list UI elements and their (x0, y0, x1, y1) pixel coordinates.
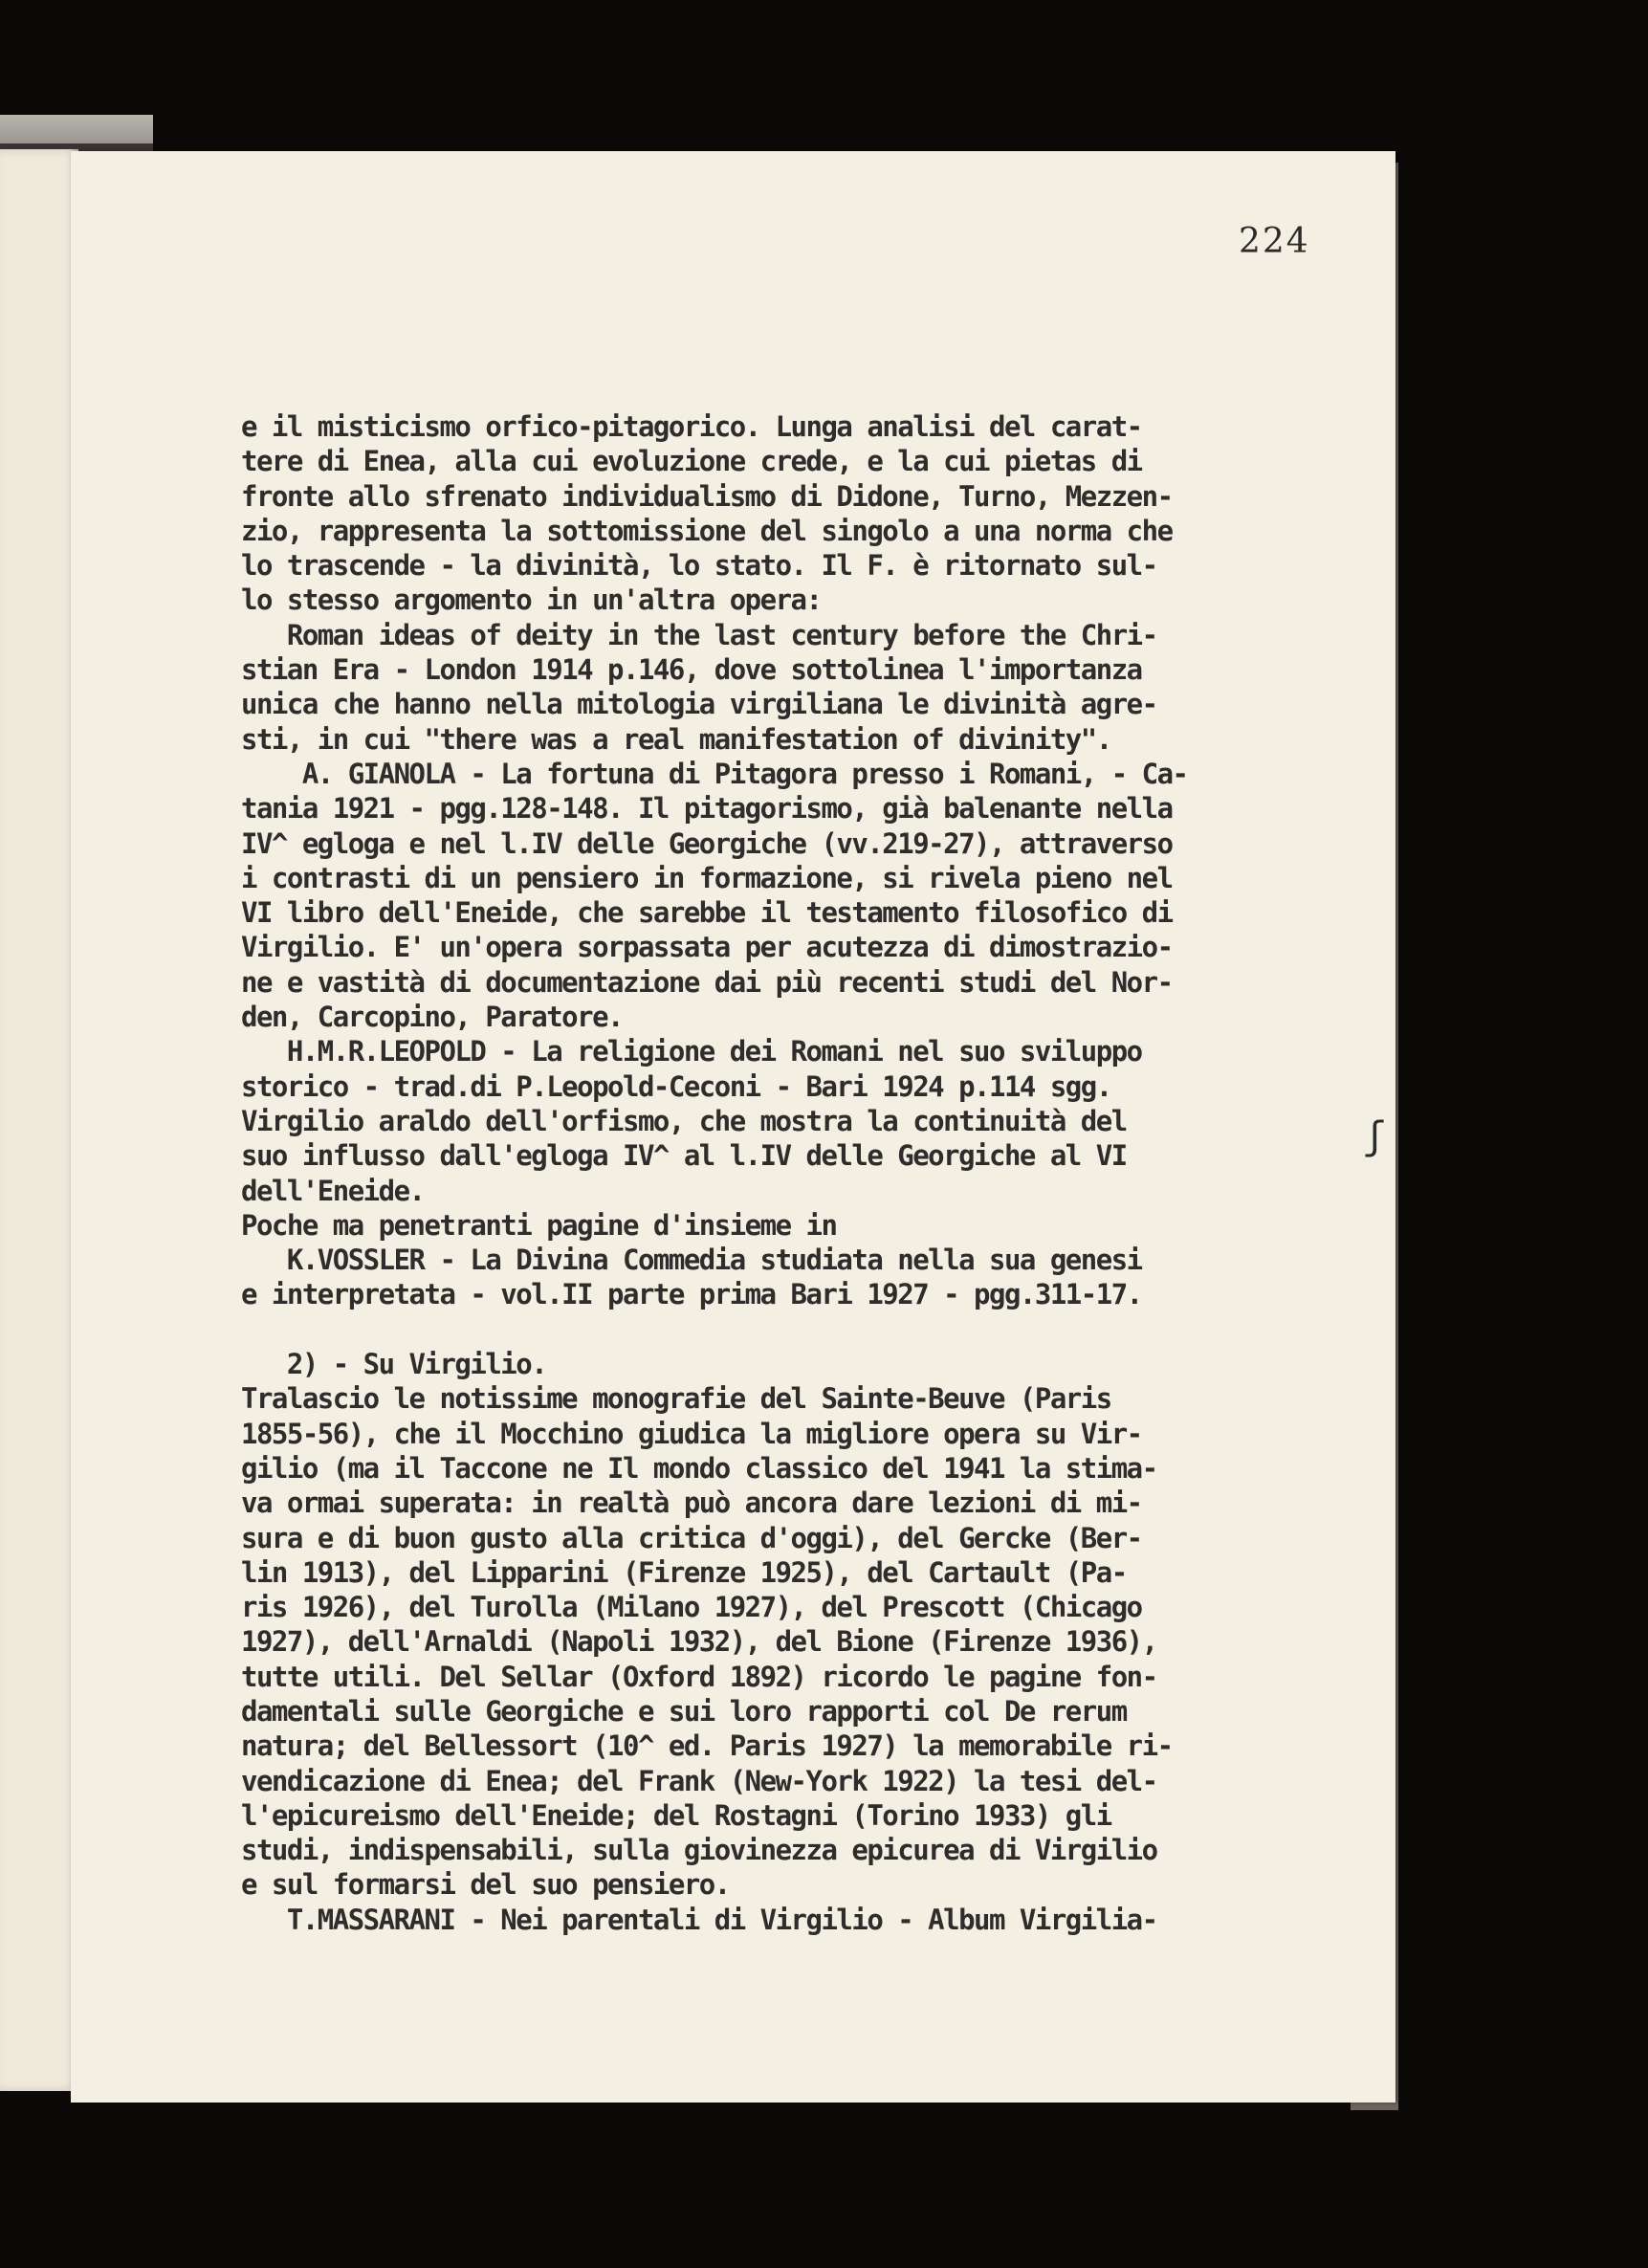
text-line: unica che hanno nella mitologia virgiliana le divinità agre- (241, 688, 1157, 721)
text-line: e interpretata - vol.II parte prima Bari 1927 - pgg.311-17. (241, 1278, 1142, 1311)
text-line: sti, in cui "there was a real manifestation of divinity". (241, 722, 1111, 756)
text-line: suo influsso dall'egloga IV^ al l.IV delle Georgiche al VI (241, 1139, 1127, 1173)
text-line: storico - trad.di P.Leopold-Ceconi - Bari 1924 p.114 sgg. (241, 1069, 1111, 1103)
text-line: K.VOSSLER - La Divina Commedia studiata nella sua genesi (241, 1244, 1142, 1277)
text-line: H.M.R.LEOPOLD - La religione dei Romani nel suo sviluppo (241, 1035, 1142, 1068)
text-line: damentali sulle Georgiche e sui loro rapporti col De rerum (241, 1694, 1127, 1728)
text-line: Virgilio. E' un'opera sorpassata per acutezza di dimostrazio- (241, 931, 1173, 964)
text-line: A. GIANOLA - La fortuna di Pitagora presso i Romani, - Ca- (241, 757, 1188, 790)
text-line: Tralascio le notissime monografie del Sainte-Beuve (Paris (241, 1382, 1111, 1416)
text-line: Poche ma penetranti pagine d'insieme in (241, 1208, 837, 1242)
text-line: vendicazione di Enea; del Frank (New-York 1922) la tesi del- (241, 1764, 1157, 1797)
text-line: fronte allo sfrenato individualismo di Didone, Turno, Mezzen- (241, 479, 1173, 513)
text-line: l'epicureismo dell'Eneide; del Rostagni (Torino 1933) gli (241, 1798, 1111, 1832)
text-line: natura; del Bellessort (10^ ed. Paris 1927) la memorabile ri- (241, 1729, 1173, 1763)
text-line: sura e di buon gusto alla critica d'oggi), del Gercke (Ber- (241, 1521, 1142, 1554)
text-line: 1927), dell'Arnaldi (Napoli 1932), del Bione (Firenze 1936), (241, 1625, 1157, 1659)
text-line: VI libro dell'Eneide, che sarebbe il testamento filosofico di (241, 896, 1173, 930)
text-line (241, 1312, 1351, 1347)
text-line: e il misticismo orfico-pitagorico. Lunga analisi del carat- (241, 410, 1142, 443)
text-line: lo trascende - la divinità, lo stato. Il F. è ritornato sul- (241, 549, 1157, 583)
text-line: lin 1913), del Lipparini (Firenze 1925), del Cartault (Pa- (241, 1555, 1127, 1589)
text-line: T.MASSARANI - Nei parentali di Virgilio - Album Virgilia- (241, 1903, 1157, 1936)
text-line: e sul formarsi del suo pensiero. (241, 1868, 730, 1902)
text-line: lo stesso argomento in un'altra opera: (241, 584, 822, 617)
page-number: 224 (1239, 222, 1310, 261)
text-line: dell'Eneide. (241, 1174, 425, 1207)
text-line: zio, rappresenta la sottomissione del singolo a una norma che (241, 514, 1173, 547)
text-line: gilio (ma il Taccone ne Il mondo classico del 1941 la stima- (241, 1451, 1157, 1485)
text-line: Virgilio araldo dell'orfismo, che mostra la continuità del (241, 1104, 1127, 1137)
text-line: 1855-56), che il Mocchino giudica la migliore opera su Vir- (241, 1417, 1142, 1450)
typewritten-text (241, 409, 1351, 1937)
text-line: ris 1926), del Turolla (Milano 1927), del Prescott (Chicago (241, 1591, 1142, 1624)
text-line: IV^ egloga e nel l.IV delle Georgiche (vv.219-27), attraverso (241, 826, 1173, 860)
text-line: va ormai superata: in realtà può ancora dare lezioni di mi- (241, 1486, 1142, 1520)
left-page-edge (0, 149, 78, 2091)
text-line: Roman ideas of deity in the last century before the Chri- (241, 618, 1157, 651)
text-line: tere di Enea, alla cui evoluzione crede, e la cui pietas di (241, 445, 1142, 478)
text-line: 2) - Su Virgilio. (241, 1348, 547, 1381)
text-line: tania 1921 - pgg.128-148. Il pitagorismo, già balenante nella (241, 792, 1173, 826)
text-line: ne e vastità di documentazione dai più recenti studi del Nor- (241, 965, 1173, 999)
text-line: studi, indispensabili, sulla giovinezza epicurea di Virgilio (241, 1834, 1157, 1867)
margin-mark: ʃ (1363, 1114, 1387, 1158)
text-line: i contrasti di un pensiero in formazione, si rivela pieno nel (241, 861, 1173, 894)
text-line: den, Carcopino, Paratore. (241, 1001, 623, 1034)
text-line: tutte utili. Del Sellar (Oxford 1892) ricordo le pagine fon- (241, 1660, 1157, 1693)
text-line: stian Era - London 1914 p.146, dove sottolinea l'importanza (241, 653, 1142, 687)
